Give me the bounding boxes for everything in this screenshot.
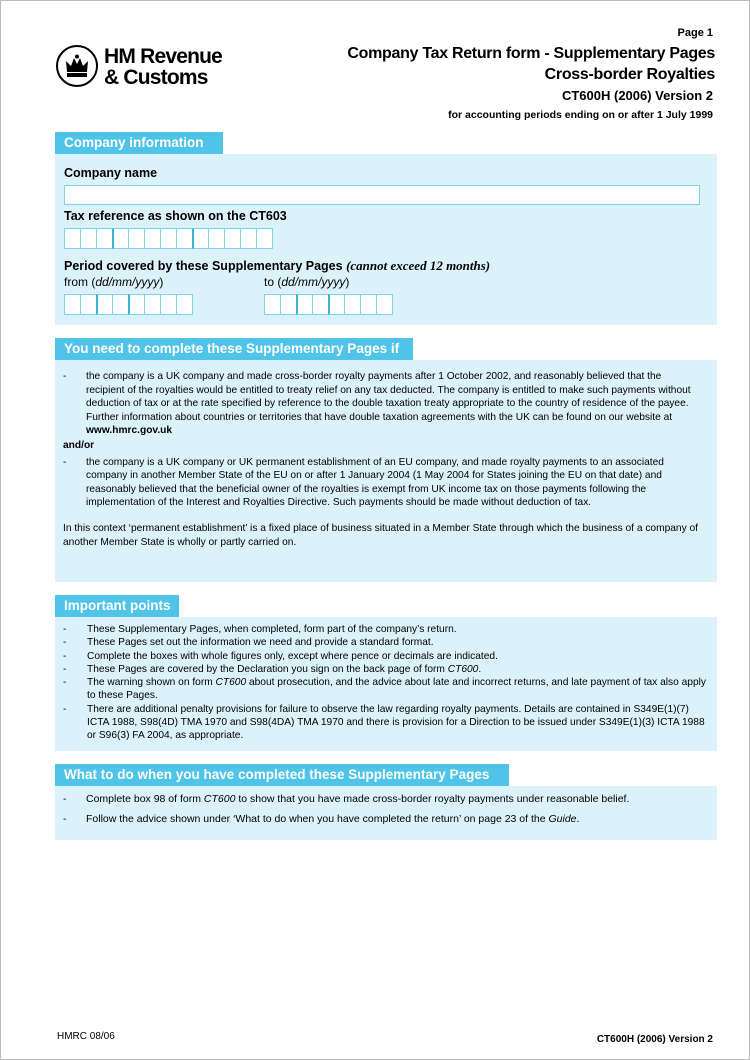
from-year-digit[interactable] bbox=[144, 294, 161, 315]
tax-ref-digit[interactable] bbox=[208, 228, 225, 249]
tax-ref-digit[interactable] bbox=[80, 228, 97, 249]
condition-uk-company: - the company is a UK company and made cross-border royalty payments after 1 October 2002, and reasonably believed that the recipient of the royalties would be entitled to treaty relief on any tax deducted. The company is entitled to make such payments without deduction of tax or at the rate specified by reference to the double taxation treaty appropriate to the country of residence of the payee. Further information about countries or territories that have double taxation agreements with the UK can be found on our website at www.hmrc.gov.uk bbox=[63, 370, 699, 438]
point-part-of-return: - These Supplementary Pages, when completed, form part of the company’s return. bbox=[63, 623, 707, 636]
condition-eu-establishment: - the company is a UK company or UK permanent establishment of an EU company, and made royalty payments to an associated company in another Member State of the EU on or after 1 January 2004 (1 May 2004 for States joining the EU on that date) and reasonably believed that the beneficial owner of the royalties is exempt from UK income tax on those payments following the implementation of the Interest and Royalties Directive. Such payments should be made without deduction of tax. bbox=[63, 456, 699, 510]
from-year-digit[interactable] bbox=[128, 294, 145, 315]
logo-line-1: HM Revenue bbox=[104, 45, 223, 68]
page-number: Page 1 bbox=[677, 27, 713, 39]
from-month-digit[interactable] bbox=[96, 294, 113, 315]
step-complete-box-98: - Complete box 98 of form CT600 to show that you have made cross-border royalty payments under reasonable belief. bbox=[63, 793, 707, 805]
from-day-digit[interactable] bbox=[80, 294, 97, 315]
company-name-field[interactable] bbox=[64, 185, 700, 205]
period-label-text: Period covered by these Supplementary Pages bbox=[64, 259, 343, 273]
accounting-period-note: for accounting periods ending on or after 1 July 1999 bbox=[448, 109, 713, 121]
form-title: Company Tax Return form - Supplementary Pages bbox=[347, 45, 715, 62]
from-date-boxes[interactable] bbox=[64, 294, 192, 315]
period-label bbox=[64, 258, 490, 274]
logo-line-2: & Customs bbox=[104, 66, 208, 89]
need-to-complete-section bbox=[55, 360, 717, 582]
to-day-digit[interactable] bbox=[264, 294, 281, 315]
tax-ref-digit[interactable] bbox=[176, 228, 193, 249]
company-info-section bbox=[55, 154, 717, 325]
tax-reference-boxes[interactable] bbox=[64, 228, 272, 249]
form-code: CT600H (2006) Version 2 bbox=[561, 88, 713, 103]
to-date-boxes[interactable] bbox=[264, 294, 392, 315]
tax-ref-digit[interactable] bbox=[224, 228, 241, 249]
tax-ref-digit[interactable] bbox=[256, 228, 273, 249]
and-or-label: and/or bbox=[63, 439, 95, 451]
to-year-digit[interactable] bbox=[328, 294, 345, 315]
hmrc-logo bbox=[56, 45, 226, 91]
important-points-section bbox=[55, 617, 717, 751]
to-month-digit[interactable] bbox=[296, 294, 313, 315]
to-month-digit[interactable] bbox=[312, 294, 329, 315]
company-info-heading: Company information bbox=[55, 132, 223, 154]
footer-hmrc-code: HMRC 08/06 bbox=[57, 1031, 115, 1042]
tax-ref-digit[interactable] bbox=[112, 228, 129, 249]
tax-ref-digit[interactable] bbox=[160, 228, 177, 249]
point-warning: - The warning shown on form CT600 about prosecution, and the advice about late and incorrect returns, and late payment of tax also apply to these Pages. bbox=[63, 676, 707, 703]
from-date-label: from (dd/mm/yyyy) bbox=[64, 275, 164, 289]
to-year-digit[interactable] bbox=[344, 294, 361, 315]
to-year-digit[interactable] bbox=[376, 294, 393, 315]
what-to-do-section bbox=[55, 786, 717, 840]
period-note: (cannot exceed 12 months) bbox=[346, 258, 491, 273]
step-follow-guide: - Follow the advice shown under ‘What to do when you have completed the return’ on page 23 of the Guide. bbox=[63, 813, 707, 825]
need-to-complete-heading: You need to complete these Supplementary Pages if bbox=[55, 338, 413, 360]
hmrc-website-link[interactable]: www.hmrc.gov.uk bbox=[86, 425, 173, 437]
point-penalties: - There are additional penalty provisions for failure to observe the law regarding royalty payments. Details are contained in S349E(1)(7) ICTA 1988, S98(4D) TMA 1970 and S98(4DA) TMA 1970 and there is provision for a Direction to be issued under S349E(1)(3) ICTA 1988 or S96(3) FA 2004, as appropriate. bbox=[63, 703, 707, 743]
form-subtitle: Cross-border Royalties bbox=[544, 66, 715, 83]
from-day-digit[interactable] bbox=[64, 294, 81, 315]
tax-ref-digit[interactable] bbox=[144, 228, 161, 249]
from-month-digit[interactable] bbox=[112, 294, 129, 315]
tax-ref-digit[interactable] bbox=[128, 228, 145, 249]
crown-crest-icon bbox=[56, 45, 98, 87]
important-points-heading: Important points bbox=[55, 595, 179, 617]
what-to-do-heading: What to do when you have completed these Supplementary Pages bbox=[55, 764, 509, 786]
to-year-digit[interactable] bbox=[360, 294, 377, 315]
tax-ref-digit[interactable] bbox=[192, 228, 209, 249]
to-day-digit[interactable] bbox=[280, 294, 297, 315]
point-standard-format: - These Pages set out the information we need and provide a standard format. bbox=[63, 636, 707, 649]
point-declaration: - These Pages are covered by the Declaration you sign on the back page of form CT600. bbox=[63, 663, 707, 676]
point-whole-figures: - Complete the boxes with whole figures only, except where pence or decimals are indicated. bbox=[63, 650, 707, 663]
footer-form-code: CT600H (2006) Version 2 bbox=[596, 1034, 713, 1045]
tax-reference-label: Tax reference as shown on the CT603 bbox=[64, 209, 287, 223]
from-year-digit[interactable] bbox=[160, 294, 177, 315]
tax-ref-digit[interactable] bbox=[64, 228, 81, 249]
tax-ref-digit[interactable] bbox=[240, 228, 257, 249]
from-year-digit[interactable] bbox=[176, 294, 193, 315]
to-date-label: to (dd/mm/yyyy) bbox=[264, 275, 350, 289]
permanent-establishment-note: In this context ‘permanent establishment’ is a fixed place of business situated in a Member State through which the business of a company of another Member State is wholly or partly carried on. bbox=[63, 522, 698, 548]
company-name-label: Company name bbox=[64, 166, 158, 180]
tax-ref-digit[interactable] bbox=[96, 228, 113, 249]
